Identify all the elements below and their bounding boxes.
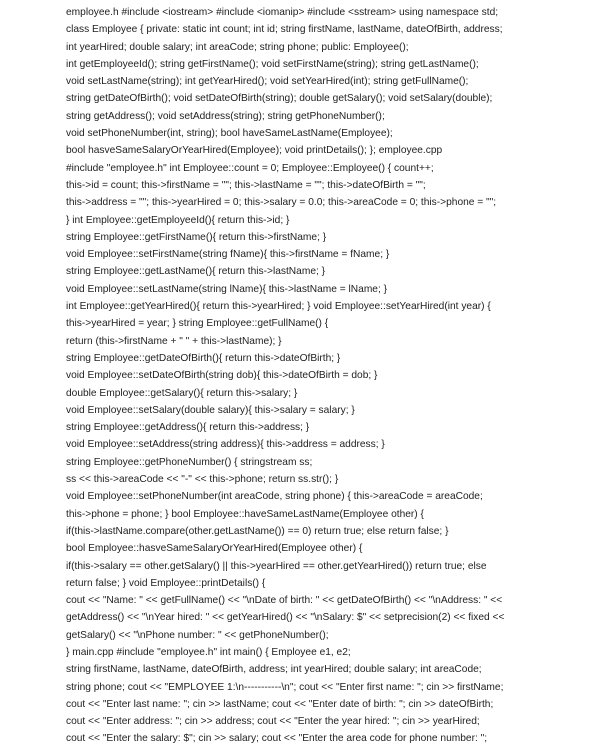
code-line: return false; } void Employee::printDetails() {: [66, 577, 266, 589]
code-line: int getEmployeeId(); string getFirstName(); void setFirstName(string); string getLastName();: [66, 58, 479, 70]
code-line: this->yearHired = year; } string Employee::getFullName() {: [66, 318, 329, 330]
code-line: double Employee::getSalary(){ return this->salary; }: [66, 387, 298, 399]
code-line: void Employee::setAddress(string address){ this->address = address; }: [66, 439, 385, 451]
code-line: if(this->salary == other.getSalary() || this->yearHired == other.getYearHired()) return true; else: [66, 560, 487, 572]
code-line: void setPhoneNumber(int, string); bool haveSameLastName(Employee);: [66, 128, 393, 140]
code-line: string phone; cout << "EMPLOYEE 1:\n-----------\n"; cout << "Enter first name: "; cin >> firstName;: [66, 681, 504, 693]
code-line: ss << this->areaCode << "-" << this->phone; return ss.str(); }: [66, 474, 339, 486]
code-line: return (this->firstName + " " + this->lastName); }: [66, 335, 282, 347]
code-line: void Employee::setLastName(string lName){ this->lastName = lName; }: [66, 283, 388, 295]
code-line: cout << "Enter the salary: $"; cin >> salary; cout << "Enter the area code for phone number: ";: [66, 733, 488, 745]
code-line: employee.h #include <iostream> #include <iomanip> #include <sstream> using namespace std;: [66, 7, 499, 18]
code-line: } main.cpp #include "employee.h" int main() { Employee e1, e2;: [66, 646, 351, 658]
code-line: bool hasveSameSalaryOrYearHired(Employee); void printDetails(); }; employee.cpp: [66, 145, 443, 157]
code-line: if(this->lastName.compare(other.getLastName()) == 0) return true; else return false; }: [66, 525, 449, 537]
code-line: cout << "Enter address: "; cin >> address; cout << "Enter the year hired: "; cin >> yearHired;: [66, 716, 480, 728]
code-line: string firstName, lastName, dateOfBirth, address; int yearHired; double salary; int areaCode;: [66, 664, 482, 676]
code-line: string Employee::getAddress(){ return this->address; }: [66, 422, 310, 434]
code-line: void Employee::setPhoneNumber(int areaCode, string phone) { this->areaCode = areaCode;: [66, 491, 483, 503]
code-line: string Employee::getLastName(){ return this->lastName; }: [66, 266, 326, 278]
code-line: int Employee::getYearHired(){ return this->yearHired; } void Employee::setYearHired(int year) {: [66, 301, 491, 313]
code-line: #include "employee.h" int Employee::count = 0; Employee::Employee() { count++;: [66, 162, 434, 174]
code-line: getAddress() << "\nYear hired: " << getYearHired() << "\nSalary: $" << setprecision(2) << fixed <<: [66, 612, 505, 624]
code-line: void Employee::setFirstName(string fName){ this->firstName = fName; }: [66, 249, 390, 261]
code-line: string Employee::getFirstName(){ return this->firstName; }: [66, 231, 327, 243]
code-line: string getDateOfBirth(); void setDateOfBirth(string); double getSalary(); void setSalary(double);: [66, 93, 493, 105]
code-line: string Employee::getPhoneNumber() { stringstream ss;: [66, 456, 313, 468]
code-line: void setLastName(string); int getYearHired(); void setYearHired(int); string getFullName();: [66, 76, 469, 88]
code-line: bool Employee::hasveSameSalaryOrYearHired(Employee other) {: [66, 543, 363, 555]
code-line: this->address = ""; this->yearHired = 0; this->salary = 0.0; this->areaCode = 0; this->phone = "";: [66, 197, 497, 209]
code-line: int yearHired; double salary; int areaCode; string phone; public: Employee();: [66, 41, 409, 53]
code-line: class Employee { private: static int count; int id; string firstName, lastName, dateOfBirth, address;: [66, 24, 503, 36]
code-line: string getAddress(); void setAddress(string); string getPhoneNumber();: [66, 110, 385, 122]
code-line: } int Employee::getEmployeeId(){ return this->id; }: [66, 214, 290, 226]
code-line: getSalary() << "\nPhone number: " << getPhoneNumber();: [66, 629, 329, 641]
code-line: string Employee::getDateOfBirth(){ return this->dateOfBirth; }: [66, 352, 341, 364]
code-line: cout << "Name: " << getFullName() << "\nDate of birth: " << getDateOfBirth() << "\nAddress: " <<: [66, 595, 503, 607]
code-line: cout << "Enter last name: "; cin >> lastName; cout << "Enter date of birth: "; cin >> dateOfBirth;: [66, 698, 494, 710]
code-line: this->phone = phone; } bool Employee::haveSameLastName(Employee other) {: [66, 508, 424, 520]
code-line: this->id = count; this->firstName = ""; this->lastName = ""; this->dateOfBirth = "";: [66, 179, 426, 191]
code-line: void Employee::setSalary(double salary){ this->salary = salary; }: [66, 404, 355, 416]
code-line: void Employee::setDateOfBirth(string dob){ this->dateOfBirth = dob; }: [66, 370, 378, 382]
